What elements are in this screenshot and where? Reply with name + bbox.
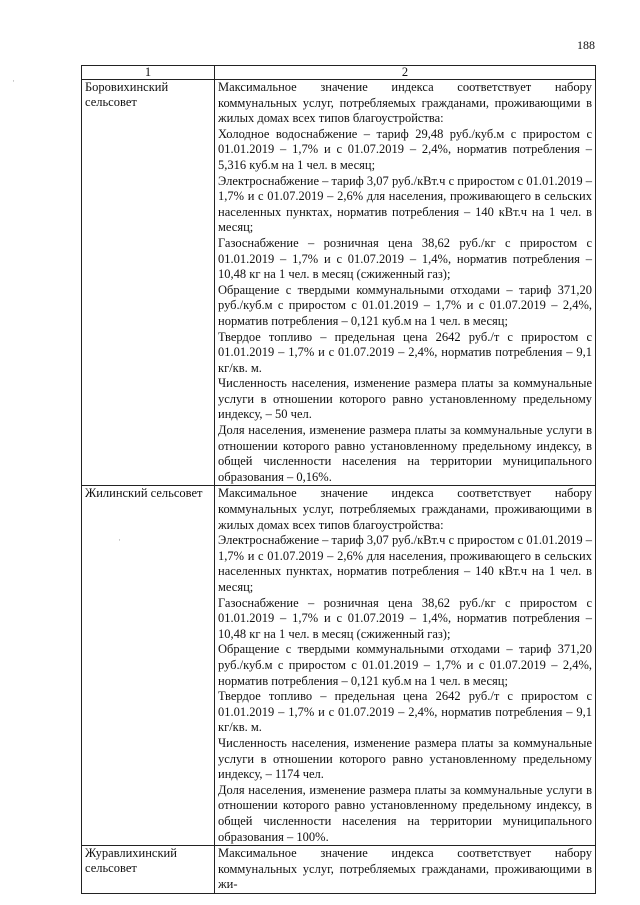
municipality-name: Жилинский сельсовет bbox=[82, 486, 215, 846]
description-paragraph: Твердое топливо – предельная цена 2642 руб./т с приростом с 01.01.2019 – 1,7% и с 01.07.2019 – 2,4%, норматив потребления – 9,1 кг/кв. м. bbox=[218, 329, 592, 375]
table-header-row bbox=[82, 66, 596, 80]
column-header-2: 2 bbox=[215, 66, 596, 80]
index-description bbox=[215, 80, 596, 486]
description-paragraph: Холодное водоснабжение – тариф 29,48 руб./куб.м с приростом с 01.01.2019 – 1,7% и с 01.07.2019 – 2,4%, норматив потребления – 5,316 куб.м на 1 чел. в месяц; bbox=[218, 126, 592, 172]
scan-mark: · bbox=[12, 76, 15, 86]
municipality-name: Боровихинский сельсовет bbox=[82, 80, 215, 486]
description-paragraph: Доля населения, изменение размера платы за коммунальные услуги в отношении которого равно установленному предельному индексу, в общей численности населения на территории муниципального образования – 0,16%. bbox=[218, 423, 592, 484]
description-paragraph: Обращение с твердыми коммунальными отходами – тариф 371,20 руб./куб.м с приростом с 01.01.2019 – 1,7% и с 01.07.2019 – 2,4%, норматив потребления – 0,121 куб.м на 1 чел. в месяц; bbox=[218, 642, 592, 688]
municipality-name: Журавлихинский сельсовет bbox=[82, 846, 215, 894]
description-paragraph: Газоснабжение – розничная цена 38,62 руб./кг с приростом с 01.01.2019 – 1,7% и с 01.07.2019 – 1,4%, норматив потребления – 10,48 кг на 1 чел. в месяц (сжиженный газ); bbox=[218, 595, 592, 641]
description-paragraph: Обращение с твердыми коммунальными отходами – тариф 371,20 руб./куб.м с приростом с 01.01.2019 – 1,7% и с 01.07.2019 – 2,4%, норматив потребления – 0,121 куб.м на 1 чел. в месяц; bbox=[218, 282, 592, 328]
table-row bbox=[82, 80, 596, 486]
index-description bbox=[215, 486, 596, 846]
index-description bbox=[215, 846, 596, 894]
index-table bbox=[81, 65, 596, 894]
table-row bbox=[82, 486, 596, 846]
description-paragraph: Максимальное значение индекса соответствует набору коммунальных услуг, потребляемых гражданами, проживающими в жилых домах всех типов благоустройства: bbox=[218, 486, 592, 532]
description-paragraph: Максимальное значение индекса соответствует набору коммунальных услуг, потребляемых гражданами, проживающими в жилых домах всех типов благоустройства: bbox=[218, 80, 592, 126]
description-paragraph: Численность населения, изменение размера платы за коммунальные услуги в отношении которого равно установленному предельному индексу, – 1174 чел. bbox=[218, 735, 592, 782]
description-paragraph: Электроснабжение – тариф 3,07 руб./кВт.ч с приростом с 01.01.2019 – 1,7% и с 01.07.2019 – 2,6% для населения, проживающего в сельских населенных пунктах, норматив потребления – 140 кВт.ч на 1 чел. в месяц; bbox=[218, 533, 592, 594]
description-paragraph: Твердое топливо – предельная цена 2642 руб./т с приростом с 01.01.2019 – 1,7% и с 01.07.2019 – 2,4%, норматив потребления – 9,1 кг/кв. м. bbox=[218, 689, 592, 735]
column-header-1: 1 bbox=[82, 66, 215, 80]
description-paragraph: Электроснабжение – тариф 3,07 руб./кВт.ч с приростом с 01.01.2019 – 1,7% и с 01.07.2019 – 2,6% для населения, проживающего в сельских населенных пунктах, норматив потребления – 140 кВт.ч на 1 чел. в месяц; bbox=[218, 173, 592, 235]
description-paragraph: Максимальное значение индекса соответствует набору коммунальных услуг, потребляемых гражданами, проживающими в жи- bbox=[218, 846, 592, 892]
description-paragraph: Численность населения, изменение размера платы за коммунальные услуги в отношении которого равно установленному предельному индексу, – 50 чел. bbox=[218, 376, 592, 422]
table-row bbox=[82, 846, 596, 894]
page-number: 188 bbox=[577, 38, 595, 52]
description-paragraph: Доля населения, изменение размера платы за коммунальные услуги в отношении которого равно установленному предельному индексу, в общей численности населения на территории муниципального образования – 100%. bbox=[218, 782, 592, 844]
description-paragraph: Газоснабжение – розничная цена 38,62 руб./кг с приростом с 01.01.2019 – 1,7% и с 01.07.2019 – 1,4%, норматив потребления – 10,48 кг на 1 чел. в месяц (сжиженный газ); bbox=[218, 235, 592, 282]
scan-mark: · bbox=[118, 535, 121, 545]
